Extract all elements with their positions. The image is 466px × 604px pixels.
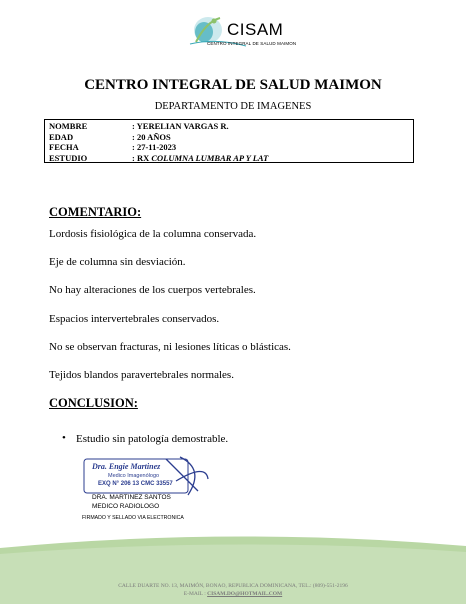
doctor-name: DRA. MARTINEZ SANTOS (92, 494, 171, 501)
comment-line: Eje de columna sin desviación. (49, 256, 186, 268)
value-date: : 27-11-2023 (132, 142, 177, 152)
label-study: ESTUDIO (49, 152, 88, 163)
patient-info-box (44, 119, 414, 163)
value-study (132, 153, 268, 164)
comment-line: No hay alteraciones de los cuerpos vertebrales. (49, 284, 256, 296)
comment-heading: COMENTARIO: (49, 205, 142, 219)
conclusion-item: Estudio sin patología demostrable. (76, 433, 229, 445)
value-study-prefix: : RX (132, 152, 152, 163)
footer-email-link[interactable]: CISAM.DO@HOTMAIL.COM (207, 591, 283, 597)
footer-email-label: E-MAIL : (183, 591, 208, 597)
value-study-name: COLUMNA LUMBAR AP Y LAT (151, 152, 269, 163)
stamp-exq: EXQ N° 206 13 CMC 33557 (98, 481, 173, 487)
patient-row-name (45, 121, 413, 132)
doctor-role: MEDICO RADIOLOGO (92, 503, 160, 510)
label-name: NOMBRE (49, 121, 88, 131)
comment-line: Tejidos blandos paravertebrales normales. (49, 369, 234, 381)
stamp-role: Medico Imagenólogo (108, 473, 160, 479)
department-title: DEPARTAMENTO DE IMAGENES (154, 101, 312, 112)
footer-address: CALLE DUARTE NO. 13, MAIMÓN, BONAO, REPUBLICA DOMINICANA, TEL.: (809)-551-2196 (118, 583, 348, 589)
page-title: CENTRO INTEGRAL DE SALUD MAIMON (84, 77, 382, 93)
comment-line: Espacios intervertebrales conservados. (49, 313, 220, 325)
comment-line: Lordosis fisiológica de la columna conservada. (49, 228, 257, 240)
stamp-name: Dra. Engie Martinez (92, 462, 161, 471)
bullet-icon: • (62, 432, 66, 444)
conclusion-heading: CONCLUSION: (49, 396, 138, 410)
logo-subtitle: CENTRO INTEGRAL DE SALUD MAIMON (207, 41, 297, 46)
patient-row-study (45, 153, 413, 164)
label-age: EDAD (49, 131, 74, 142)
signature-note: FIRMADO Y SELLADO VIA ELECTRONICA (82, 515, 184, 521)
value-name: : YERELIAN VARGAS R. (132, 121, 229, 131)
logo-text: CISAM (227, 20, 284, 39)
comment-line: No se observan fracturas, ni lesiones líticas o blásticas. (49, 341, 291, 353)
patient-row-age (45, 132, 413, 143)
footer-email-line (0, 591, 466, 597)
value-age: : 20 AÑOS (132, 131, 171, 142)
patient-row-date (45, 142, 413, 153)
label-date: FECHA (49, 142, 79, 152)
